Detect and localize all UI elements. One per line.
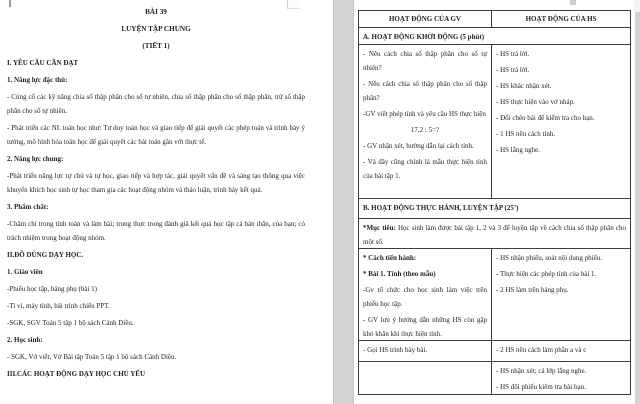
hs-action: - 2 HS làm trên bảng phụ. <box>496 286 569 294</box>
practice-row-3 <box>359 362 630 395</box>
hs-action: - HS đổi phiếu kiểm tra bài bạn. <box>496 383 586 391</box>
lesson-plan-paragraph: -Phiếu học tập, bảng phụ (bài 1) <box>7 285 98 293</box>
lesson-plan-paragraph: (TIẾT 1) <box>142 42 170 50</box>
hs-action: - Thực hiện các phép tính của bài 1. <box>496 270 597 278</box>
table-header-cell-hs <box>492 11 630 27</box>
gv-action: * Cách tiến hành: <box>363 254 417 262</box>
lesson-plan-paragraph: 1. Năng lực đặc thù: <box>7 76 68 84</box>
page-edge-mark-icon <box>287 0 300 9</box>
header-gv-label: HOẠT ĐỘNG CỦA GV <box>388 14 462 23</box>
activities-table <box>358 10 631 395</box>
lesson-plan-paragraph: III.CÁC HOẠT ĐỘNG DẠY HỌC CHỦ YẾU <box>7 370 146 378</box>
section-b-row <box>359 199 630 219</box>
hs-action: - 2 HS nêu cách làm phần a và c <box>496 346 587 354</box>
gv-action: - Nêu cách chia số thập phân cho số thập phân? <box>363 80 487 102</box>
gv-action: -GV viết phép tính và yêu cầu HS thực hiện <box>363 110 486 118</box>
gv-action: - GV lưu ý hướng dẫn những HS còn gặp khó khăn khi thực hiện tính. <box>363 316 487 338</box>
practice1-gv-cell <box>359 249 492 340</box>
practice1-hs-cell <box>492 249 630 340</box>
gv-action: * Bài 1. Tính (theo mẫu) <box>363 270 436 278</box>
practice3-hs-cell <box>492 362 630 394</box>
lesson-plan-paragraph: LUYỆN TẬP CHUNG <box>121 25 191 33</box>
hs-action: - HS trả lời. <box>496 66 530 74</box>
practice2-hs-cell <box>492 341 630 361</box>
hs-action: - 1 HS nêu cách tính. <box>496 130 556 138</box>
gv-action: 17,2 : 5=? <box>410 126 440 134</box>
lesson-plan-paragraph: - Củng cố các kỹ năng chia số thập phân cho số tự nhiên, chia số thập phân cho số thập phân, trừ số thập phân cho số tự nhiên. <box>7 93 305 115</box>
hs-action: - HS lắng nghe. <box>496 146 540 154</box>
section-b-title: B. HOẠT ĐỘNG THỰC HÀNH, LUYỆN TẬP (25’) <box>363 204 519 212</box>
lesson-plan-paragraph: - Phát triển các NL toán học như: Tư duy toán học và giao tiếp để giải quyết các phép toán và trình bày ý tưởng, mô hình hóa toán học để giải quyết các bài toán gần với thực tế. <box>7 124 305 146</box>
lesson-plan-text <box>7 5 305 381</box>
page-edge-mark-icon <box>570 0 576 5</box>
lesson-plan-paragraph: 2. Năng lực chung: <box>7 155 64 163</box>
gv-action: - Và đây cũng chính là mẫu thực hiện tính của bài tập 1. <box>363 158 487 180</box>
section-a-title: A. HOẠT ĐỘNG KHỞI ĐỘNG (5 phút) <box>363 33 485 41</box>
practice-row-2 <box>359 341 630 362</box>
objective-row <box>359 219 630 249</box>
page-right <box>353 0 635 404</box>
objective-text: *Mục tiêu: Học sinh làm được bài tập 1, 2 và 3 để luyện tập về cách chia số thập phân cho một số. <box>363 224 626 246</box>
practice2-gv-cell <box>359 341 492 361</box>
lesson-plan-paragraph: -SGK, SGV Toán 5 tập 1 bộ sách Cánh Diều. <box>7 319 134 327</box>
hs-action: - HS khác nhận xét. <box>496 82 552 90</box>
warmup-row <box>359 45 630 199</box>
hs-action: - Đổi chéo bài để kiểm tra cho bạn. <box>496 114 595 122</box>
lesson-plan-paragraph: -Chăm chỉ trong tính toán và làm bài; trung thực trong đánh giá kết quả học tập cả bản thân, của bạn; có trách nhiệm trong hoạt động nhóm. <box>7 220 305 242</box>
scrollbar-thumb[interactable] <box>634 0 640 12</box>
lesson-plan-paragraph: 2. Học sinh: <box>7 336 43 344</box>
table-header-row <box>359 11 630 28</box>
section-a-row <box>359 28 630 45</box>
lesson-plan-paragraph: -Phát triển năng lực tự chủ và tự học, giao tiếp và hợp tác, giải quyết vấn đề và sáng tạo thông qua việc khuyến khích học sinh tự học tham gia các hoạt động nhóm và thảo luận, trình bày kết quả. <box>7 172 305 194</box>
hs-action: - HS trả lời. <box>496 50 530 58</box>
gv-action: - Gọi HS trình bày bài. <box>363 346 428 354</box>
warmup-hs-cell <box>492 45 630 198</box>
page-edge-mark-icon <box>9 0 11 7</box>
lesson-plan-paragraph: -Ti vi, máy tính, bài trình chiếu PPT. <box>7 302 110 310</box>
gv-action: - Nêu cách chia số thập phân cho số tự nhiên? <box>363 50 487 72</box>
lesson-plan-paragraph: I. YÊU CẦU CẦN ĐẠT <box>7 59 79 67</box>
gv-action: - GV nhận xét, hướng dẫn lại cách tính. <box>363 142 474 150</box>
lesson-plan-paragraph: BÀI 39 <box>145 8 167 16</box>
lesson-plan-paragraph: 1. Giáo viên <box>7 268 43 276</box>
objective-cell <box>359 219 630 248</box>
warmup-gv-cell <box>359 45 492 198</box>
lesson-plan-paragraph: - SGK, Vở viết, Vở Bài tập Toán 5 tập 1 bộ sách Cánh Diều. <box>7 353 177 361</box>
section-b-cell <box>359 199 630 218</box>
table-header-cell-gv <box>359 11 492 27</box>
hs-action: - HS nhận xét; cả lớp lắng nghe. <box>496 367 587 375</box>
hs-action: - HS thực hiện vào vở nháp. <box>496 98 575 106</box>
section-a-cell <box>359 28 630 44</box>
gv-action: -Gv tổ chức cho học sinh làm việc trên phiếu học tập. <box>363 286 487 308</box>
header-hs-label: HOẠT ĐỘNG CỦA HS <box>525 14 597 23</box>
hs-action: - HS nhận phiếu, soát nội dung phiếu. <box>496 254 602 262</box>
lesson-plan-paragraph: 3. Phẩm chất: <box>7 203 49 211</box>
practice-row-1 <box>359 249 630 341</box>
lesson-plan-paragraph: II.ĐỒ DÙNG DẠY HỌC. <box>7 251 84 259</box>
practice3-gv-cell <box>359 362 492 394</box>
